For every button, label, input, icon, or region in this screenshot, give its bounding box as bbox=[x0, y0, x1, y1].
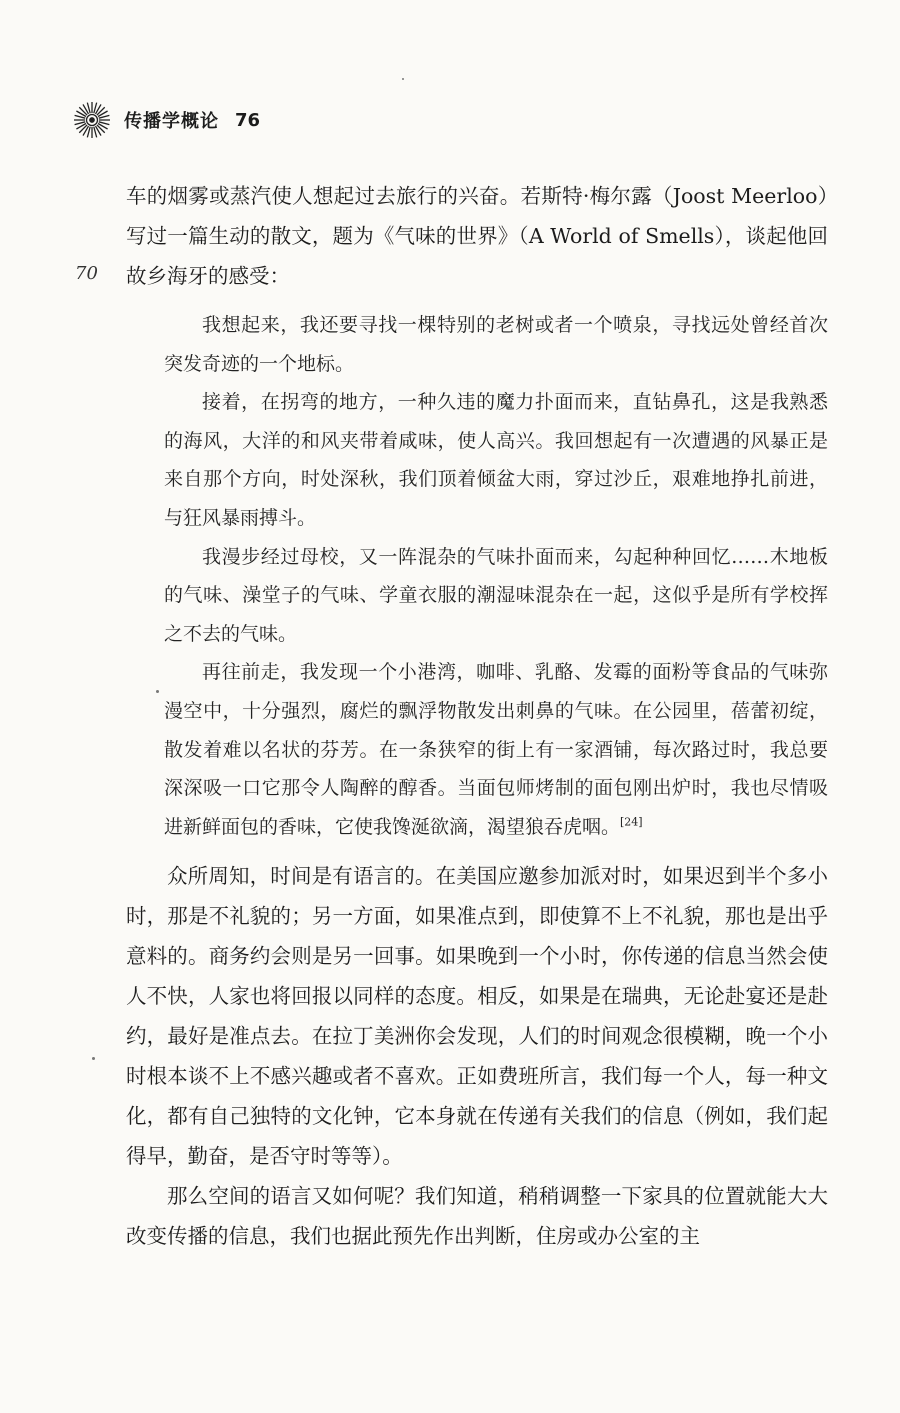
body-paragraph: 那么空间的语言又如何呢？我们知道，稍稍调整一下家具的位置就能大大改变传播的信息，我们也据此预先作出判断，住房或办公室的主 bbox=[126, 1184, 828, 1249]
quote-paragraph: 我想起来，我还要寻找一棵特别的老树或者一个喷泉，寻找远处曾经首次突发奇迹的一个地标。 bbox=[164, 314, 828, 375]
quote-paragraph: 我漫步经过母校，又一阵混杂的气味扑面而来，勾起种种回忆……木地板的气味、澡堂子的气味、学童衣服的潮湿味混杂在一起，这似乎是所有学校挥之不去的气味。 bbox=[164, 545, 828, 645]
intro-paragraph: 车的烟雾或蒸汽使人想起过去旅行的兴奋。若斯特·梅尔露（Joost Meerloo）写过一篇生动的散文，题为《气味的世界》（A World of Smells），谈起他回故乡海牙的感受： bbox=[126, 184, 828, 288]
body-paragraph: 众所周知，时间是有语言的。在美国应邀参加派对时，如果迟到半个多小时，那是不礼貌的；另一方面，如果准点到，即使算不上不礼貌，那也是出乎意料的。商务约会则是另一回事。如果晚到一个小时，你传递的信息当然会使人不快，人家也将回报以同样的态度。相反，如果是在瑞典，无论赴宴还是赴约，最好是准点去。在拉丁美洲你会发现，人们的时间观念很模糊，晚一个小时根本谈不上不感兴趣或者不喜欢。正如费班所言，我们每一个人，每一种文化，都有自己独特的文化钟，它本身就在传递有关我们的信息（例如，我们起得早，勤奋，是否守时等等）。 bbox=[126, 864, 828, 1169]
footnote-marker: [24] bbox=[620, 815, 643, 829]
sunburst-ornament-icon bbox=[72, 100, 112, 140]
scan-speck bbox=[156, 690, 159, 693]
book-title: 传播学概论 bbox=[124, 111, 219, 132]
page-number: 76 bbox=[235, 109, 261, 131]
quote-paragraph-last bbox=[164, 653, 828, 846]
margin-page-reference: 70 bbox=[75, 263, 98, 284]
quote-paragraph: 接着，在拐弯的地方，一种久违的魔力扑面而来，直钻鼻孔，这是我熟悉的海风，大洋的和风夹带着咸味，使人高兴。我回想起有一次遭遇的风暴正是来自那个方向，时处深秋，我们顶着倾盆大雨，穿过沙丘，艰难地挣扎前进，与狂风暴雨搏斗。 bbox=[164, 391, 828, 529]
scan-speck bbox=[92, 1057, 95, 1060]
page-body bbox=[126, 176, 828, 1256]
block-quote bbox=[164, 306, 828, 846]
scan-speck bbox=[402, 78, 404, 80]
quote-text: 再往前走，我发现一个小港湾，咖啡、乳酪、发霉的面粉等食品的气味弥漫空中，十分强烈，腐烂的飘浮物散发出刺鼻的气味。在公园里，蓓蕾初绽，散发着难以名状的芬芳。在一条狭窄的街上有一家酒铺，每次路过时，我总要深深吸一口它那令人陶醉的醇香。当面包师烤制的面包刚出炉时，我也尽情吸进新鲜面包的香味，它使我馋涎欲滴，渴望狼吞虎咽。 bbox=[164, 661, 828, 838]
running-header bbox=[72, 100, 260, 140]
